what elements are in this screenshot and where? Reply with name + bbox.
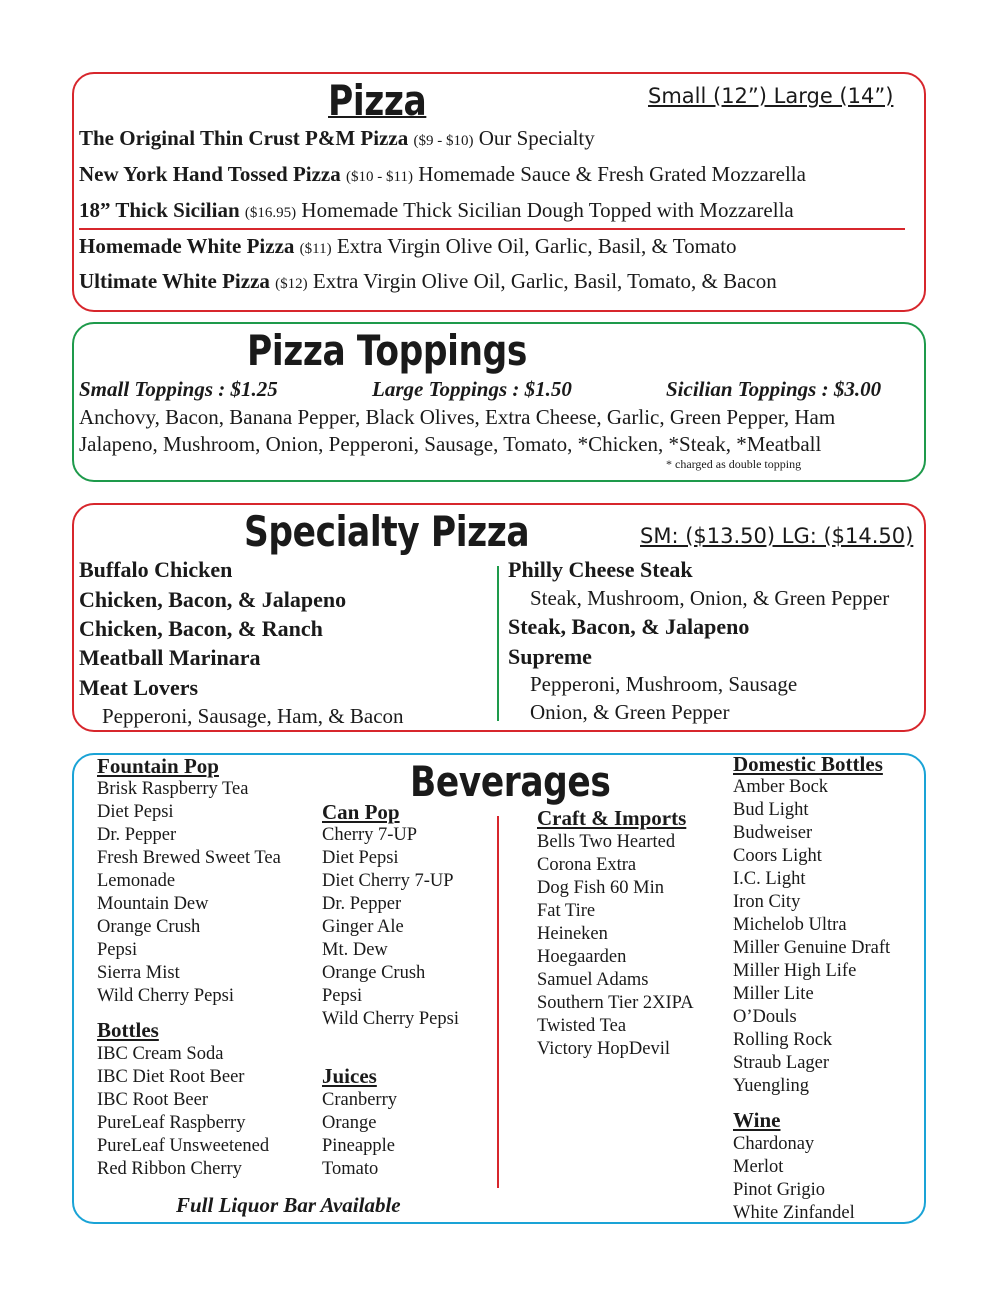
list-item: Yuengling (733, 1076, 810, 1096)
list-item: Lemonade (97, 871, 176, 891)
list-item: Pepsi (322, 986, 363, 1006)
list-item: Bud Light (733, 800, 809, 820)
specialty-item: Chicken, Bacon, & Jalapeno (79, 587, 347, 612)
pizza-item (79, 126, 595, 151)
list-item: Cherry 7-UP (322, 825, 418, 845)
list-item: IBC Cream Soda (97, 1044, 224, 1064)
list-item: PureLeaf Unsweetened (97, 1136, 270, 1156)
list-item: Samuel Adams (537, 970, 649, 990)
bottles-header: Bottles (97, 1018, 159, 1042)
list-item: Wild Cherry Pepsi (322, 1009, 459, 1029)
pizza-item (79, 234, 737, 259)
pizza-item-desc: Homemade Sauce & Fresh Grated Mozzarella (418, 162, 806, 186)
pizza-item-name: New York Hand Tossed Pizza (79, 162, 341, 186)
list-item: Diet Pepsi (322, 848, 399, 868)
toppings-list-line1: Anchovy, Bacon, Banana Pepper, Black Olives, Extra Cheese, Garlic, Green Pepper, Ham (79, 405, 836, 429)
specialty-item-desc: Onion, & Green Pepper (530, 700, 730, 724)
pizza-item-name: The Original Thin Crust P&M Pizza (79, 126, 409, 150)
list-item: Red Ribbon Cherry (97, 1159, 242, 1179)
list-item: Diet Pepsi (97, 802, 174, 822)
list-item: Hoegaarden (537, 947, 627, 967)
wine-header: Wine (733, 1108, 781, 1132)
list-item: Sierra Mist (97, 963, 180, 983)
list-item: Diet Cherry 7-UP (322, 871, 454, 891)
pizza-item-price: ($11) (299, 241, 332, 257)
list-item: Cranberry (322, 1090, 397, 1110)
list-item: Coors Light (733, 846, 822, 866)
liquor-bar-note: Full Liquor Bar Available (176, 1193, 401, 1217)
list-item: Straub Lager (733, 1053, 830, 1073)
list-item: Brisk Raspberry Tea (97, 779, 249, 799)
list-item: Bells Two Hearted (537, 832, 676, 852)
craft-imports-list (537, 831, 694, 1061)
specialty-title: Specialty Pizza (244, 507, 530, 556)
list-item: Mountain Dew (97, 894, 209, 914)
bottles-list (97, 1043, 269, 1181)
list-item: Michelob Ultra (733, 915, 847, 935)
specialty-item: Meat Lovers (79, 675, 199, 700)
list-item: Merlot (733, 1157, 784, 1177)
pizza-sizes: Small (12”) Large (14”) (648, 84, 894, 108)
specialty-item-desc: Pepperoni, Mushroom, Sausage (530, 672, 798, 696)
fountain-pop-list (97, 778, 281, 1008)
list-item: Ginger Ale (322, 917, 404, 937)
list-item: White Zinfandel (733, 1203, 855, 1223)
list-item: Mt. Dew (322, 940, 388, 960)
list-item: Fat Tire (537, 901, 596, 921)
can-pop-list (322, 824, 459, 1031)
list-item: Miller Genuine Draft (733, 938, 891, 958)
pizza-divider (79, 228, 905, 230)
can-pop-header: Can Pop (322, 800, 400, 824)
pizza-item-price: ($9 - $10) (413, 133, 474, 149)
list-item: Wild Cherry Pepsi (97, 986, 234, 1006)
specialty-item: Meatball Marinara (79, 645, 261, 670)
pizza-item-price: ($16.95) (244, 205, 297, 221)
list-item: Dr. Pepper (97, 825, 177, 845)
toppings-list-line2: Jalapeno, Mushroom, Onion, Pepperoni, Sausage, Tomato, *Chicken, *Steak, *Meatball (79, 432, 822, 456)
list-item: Heineken (537, 924, 608, 944)
list-item: Orange (322, 1113, 377, 1133)
sicilian-toppings-price: Sicilian Toppings : $3.00 (666, 377, 882, 401)
specialty-item: Steak, Bacon, & Jalapeno (508, 614, 750, 639)
craft-imports-header: Craft & Imports (537, 806, 687, 830)
pizza-item-price: ($10 - $11) (346, 169, 413, 185)
specialty-item: Philly Cheese Steak (508, 557, 693, 582)
specialty-divider (497, 566, 499, 721)
list-item: IBC Root Beer (97, 1090, 208, 1110)
list-item: Pepsi (97, 940, 138, 960)
list-item: Dr. Pepper (322, 894, 402, 914)
list-item: Fresh Brewed Sweet Tea (97, 848, 281, 868)
list-item: Orange Crush (97, 917, 201, 937)
toppings-title: Pizza Toppings (247, 326, 527, 375)
small-toppings-price: Small Toppings : $1.25 (79, 377, 278, 401)
list-item: Pinot Grigio (733, 1180, 825, 1200)
pizza-item (79, 269, 777, 294)
list-item: Twisted Tea (537, 1016, 627, 1036)
specialty-item-desc: Steak, Mushroom, Onion, & Green Pepper (530, 586, 890, 610)
pizza-title: Pizza (328, 76, 427, 125)
list-item: Dog Fish 60 Min (537, 878, 664, 898)
list-item: Tomato (322, 1159, 379, 1179)
pizza-item (79, 162, 806, 187)
list-item: Pineapple (322, 1136, 395, 1156)
pizza-item-desc: Our Specialty (478, 126, 595, 150)
specialty-item: Buffalo Chicken (79, 557, 233, 582)
pizza-item-price: ($12) (275, 276, 308, 292)
pizza-item-name: Homemade White Pizza (79, 234, 295, 258)
list-item: Miller Lite (733, 984, 814, 1004)
list-item: Orange Crush (322, 963, 426, 983)
list-item: Iron City (733, 892, 801, 912)
pizza-item-name: 18” Thick Sicilian (79, 198, 240, 222)
list-item: O’Douls (733, 1007, 797, 1027)
wine-list (733, 1133, 855, 1225)
pizza-item (79, 198, 794, 223)
fountain-pop-header: Fountain Pop (97, 754, 219, 778)
toppings-note: * charged as double topping (666, 457, 802, 471)
domestic-bottles-header: Domestic Bottles (733, 752, 883, 776)
pizza-item-desc: Extra Virgin Olive Oil, Garlic, Basil, & Tomato (336, 234, 737, 258)
domestic-bottles-list (733, 776, 890, 1098)
juices-list (322, 1089, 397, 1181)
specialty-sizes: SM: ($13.50) LG: ($14.50) (640, 524, 914, 548)
pizza-item-desc: Homemade Thick Sicilian Dough Topped with Mozzarella (301, 198, 794, 222)
list-item: I.C. Light (733, 869, 806, 889)
large-toppings-price: Large Toppings : $1.50 (372, 377, 572, 401)
list-item: Amber Bock (733, 777, 829, 797)
pizza-item-name: Ultimate White Pizza (79, 269, 270, 293)
list-item: Rolling Rock (733, 1030, 833, 1050)
list-item: Victory HopDevil (537, 1039, 670, 1059)
list-item: Corona Extra (537, 855, 637, 875)
list-item: IBC Diet Root Beer (97, 1067, 245, 1087)
list-item: PureLeaf Raspberry (97, 1113, 246, 1133)
list-item: Miller High Life (733, 961, 857, 981)
juices-header: Juices (322, 1064, 377, 1088)
beverages-title: Beverages (410, 757, 611, 806)
specialty-item-desc: Pepperoni, Sausage, Ham, & Bacon (102, 704, 404, 728)
list-item: Southern Tier 2XIPA (537, 993, 694, 1013)
list-item: Chardonay (733, 1134, 815, 1154)
specialty-item: Supreme (508, 644, 592, 669)
beverages-divider (497, 816, 499, 1188)
list-item: Budweiser (733, 823, 813, 843)
specialty-item: Chicken, Bacon, & Ranch (79, 616, 323, 641)
pizza-item-desc: Extra Virgin Olive Oil, Garlic, Basil, Tomato, & Bacon (312, 269, 777, 293)
